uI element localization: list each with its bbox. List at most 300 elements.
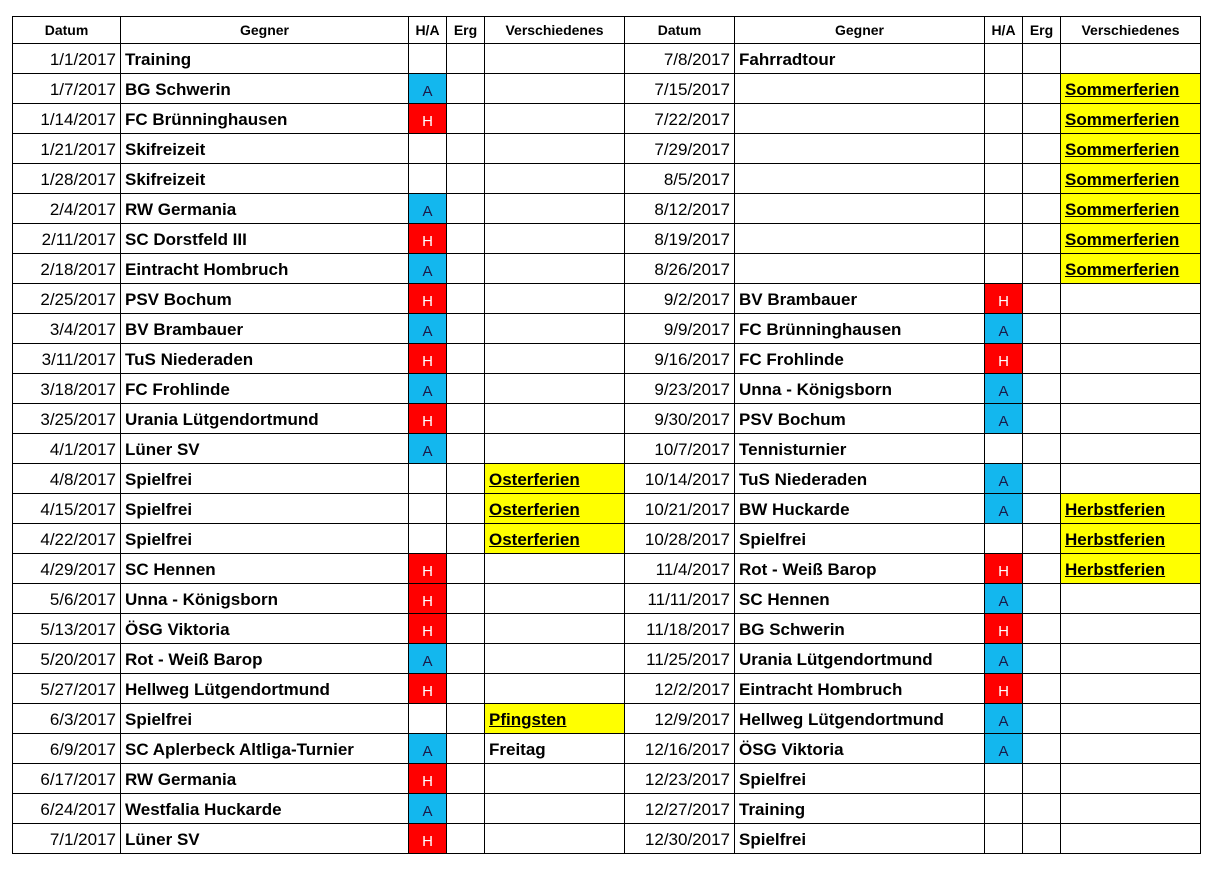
home-away-cell: A [985,704,1023,734]
opponent-cell: Spielfrei [121,704,409,734]
opponent-cell [735,224,985,254]
opponent-cell: Hellweg Lütgendortmund [121,674,409,704]
misc-cell [1061,434,1201,464]
result-cell [1023,344,1061,374]
date-cell: 10/7/2017 [625,434,735,464]
date-cell: 4/15/2017 [13,494,121,524]
result-cell [447,614,485,644]
table-row [13,254,1201,284]
date-cell: 8/5/2017 [625,164,735,194]
opponent-cell: Spielfrei [735,524,985,554]
opponent-cell: TuS Niederaden [735,464,985,494]
result-cell [447,344,485,374]
opponent-cell: Lüner SV [121,824,409,854]
result-cell [447,374,485,404]
home-away-cell: A [409,434,447,464]
table-row [13,524,1201,554]
result-cell [447,134,485,164]
table-row [13,614,1201,644]
misc-cell [485,224,625,254]
result-cell [447,104,485,134]
date-cell: 3/11/2017 [13,344,121,374]
result-cell [447,194,485,224]
opponent-cell: FC Frohlinde [735,344,985,374]
home-away-cell: H [985,674,1023,704]
home-away-cell: H [409,584,447,614]
misc-cell: Osterferien [485,524,625,554]
misc-cell [1061,464,1201,494]
table-row [13,104,1201,134]
result-cell [1023,644,1061,674]
misc-cell [485,764,625,794]
opponent-cell: Training [735,794,985,824]
misc-cell: Sommerferien [1061,74,1201,104]
result-cell [447,674,485,704]
table-row [13,554,1201,584]
home-away-cell [985,104,1023,134]
result-cell [447,494,485,524]
misc-cell: Sommerferien [1061,194,1201,224]
misc-cell: Sommerferien [1061,134,1201,164]
home-away-cell [985,74,1023,104]
opponent-cell: SC Hennen [735,584,985,614]
table-row [13,494,1201,524]
result-cell [447,554,485,584]
opponent-cell [735,134,985,164]
table-row [13,464,1201,494]
header-date: Datum [13,17,121,44]
home-away-cell [985,824,1023,854]
misc-cell [485,674,625,704]
table-row [13,374,1201,404]
opponent-cell: PSV Bochum [735,404,985,434]
date-cell: 8/26/2017 [625,254,735,284]
misc-cell: Sommerferien [1061,104,1201,134]
home-away-cell [409,164,447,194]
misc-cell [1061,614,1201,644]
misc-cell [1061,704,1201,734]
opponent-cell: Westfalia Huckarde [121,794,409,824]
home-away-cell: A [985,374,1023,404]
home-away-cell: H [409,104,447,134]
opponent-cell: PSV Bochum [121,284,409,314]
home-away-cell [409,464,447,494]
result-cell [447,464,485,494]
misc-cell [1061,284,1201,314]
result-cell [1023,224,1061,254]
misc-cell [1061,584,1201,614]
misc-cell [485,344,625,374]
home-away-cell [409,494,447,524]
result-cell [447,764,485,794]
date-cell: 7/1/2017 [13,824,121,854]
table-row [13,134,1201,164]
opponent-cell [735,194,985,224]
date-cell: 7/15/2017 [625,74,735,104]
table-row [13,434,1201,464]
opponent-cell [735,104,985,134]
date-cell: 1/7/2017 [13,74,121,104]
date-cell: 8/19/2017 [625,224,735,254]
date-cell: 1/1/2017 [13,44,121,74]
date-cell: 10/14/2017 [625,464,735,494]
home-away-cell [409,704,447,734]
misc-cell [485,404,625,434]
home-away-cell [985,164,1023,194]
date-cell: 2/25/2017 [13,284,121,314]
result-cell [447,704,485,734]
misc-cell [1061,764,1201,794]
date-cell: 4/22/2017 [13,524,121,554]
header-result: Erg [447,17,485,44]
home-away-cell: A [409,194,447,224]
home-away-cell [985,764,1023,794]
date-cell: 3/18/2017 [13,374,121,404]
result-cell [1023,164,1061,194]
table-row [13,704,1201,734]
home-away-cell: A [985,314,1023,344]
date-cell: 2/4/2017 [13,194,121,224]
opponent-cell: Eintracht Hombruch [121,254,409,284]
opponent-cell: RW Germania [121,764,409,794]
misc-cell: Herbstferien [1061,494,1201,524]
home-away-cell: H [409,344,447,374]
result-cell [1023,704,1061,734]
home-away-cell [985,434,1023,464]
result-cell [1023,674,1061,704]
misc-cell [485,584,625,614]
opponent-cell: Rot - Weiß Barop [735,554,985,584]
date-cell: 3/25/2017 [13,404,121,434]
date-cell: 10/21/2017 [625,494,735,524]
misc-cell [485,164,625,194]
opponent-cell: Spielfrei [735,824,985,854]
home-away-cell: H [409,764,447,794]
misc-cell [485,614,625,644]
result-cell [1023,464,1061,494]
result-cell [1023,434,1061,464]
misc-cell [1061,374,1201,404]
header-opponent: Gegner [735,17,985,44]
misc-cell: Freitag [485,734,625,764]
table-row [13,584,1201,614]
home-away-cell: H [409,674,447,704]
opponent-cell: FC Brünninghausen [735,314,985,344]
date-cell: 4/1/2017 [13,434,121,464]
misc-cell [485,134,625,164]
result-cell [447,434,485,464]
date-cell: 2/11/2017 [13,224,121,254]
opponent-cell: Rot - Weiß Barop [121,644,409,674]
table-row [13,284,1201,314]
result-cell [1023,494,1061,524]
misc-cell [1061,344,1201,374]
date-cell: 11/11/2017 [625,584,735,614]
date-cell: 5/13/2017 [13,614,121,644]
date-cell: 1/14/2017 [13,104,121,134]
home-away-cell: A [985,404,1023,434]
table-row [13,224,1201,254]
result-cell [447,644,485,674]
date-cell: 6/9/2017 [13,734,121,764]
result-cell [1023,584,1061,614]
date-cell: 6/24/2017 [13,794,121,824]
table-row [13,794,1201,824]
result-cell [447,164,485,194]
result-cell [1023,194,1061,224]
result-cell [1023,74,1061,104]
misc-cell [485,104,625,134]
header-misc: Verschiedenes [1061,17,1201,44]
opponent-cell: SC Aplerbeck Altliga-Turnier [121,734,409,764]
result-cell [1023,284,1061,314]
home-away-cell: H [409,824,447,854]
table-row [13,194,1201,224]
home-away-cell: H [985,614,1023,644]
opponent-cell: Unna - Königsborn [121,584,409,614]
home-away-cell: A [409,74,447,104]
opponent-cell: Spielfrei [121,464,409,494]
date-cell: 12/23/2017 [625,764,735,794]
result-cell [447,524,485,554]
date-cell: 12/30/2017 [625,824,735,854]
home-away-cell [985,194,1023,224]
date-cell: 11/25/2017 [625,644,735,674]
result-cell [447,824,485,854]
header-result: Erg [1023,17,1061,44]
result-cell [1023,524,1061,554]
home-away-cell [409,134,447,164]
misc-cell [485,824,625,854]
result-cell [447,314,485,344]
result-cell [447,404,485,434]
home-away-cell: A [985,584,1023,614]
home-away-cell: H [409,284,447,314]
result-cell [1023,554,1061,584]
result-cell [1023,734,1061,764]
opponent-cell: ÖSG Viktoria [121,614,409,644]
date-cell: 3/4/2017 [13,314,121,344]
header-opponent: Gegner [121,17,409,44]
misc-cell [485,314,625,344]
opponent-cell: Unna - Königsborn [735,374,985,404]
home-away-cell: H [409,224,447,254]
result-cell [1023,404,1061,434]
home-away-cell [985,254,1023,284]
opponent-cell: RW Germania [121,194,409,224]
date-cell: 12/16/2017 [625,734,735,764]
date-cell: 2/18/2017 [13,254,121,284]
misc-cell: Osterferien [485,494,625,524]
result-cell [447,44,485,74]
date-cell: 5/20/2017 [13,644,121,674]
opponent-cell [735,74,985,104]
misc-cell [485,194,625,224]
home-away-cell [409,44,447,74]
date-cell: 5/27/2017 [13,674,121,704]
misc-cell: Sommerferien [1061,254,1201,284]
result-cell [1023,104,1061,134]
date-cell: 6/17/2017 [13,764,121,794]
opponent-cell: SC Hennen [121,554,409,584]
date-cell: 12/27/2017 [625,794,735,824]
home-away-cell: H [985,284,1023,314]
date-cell: 7/22/2017 [625,104,735,134]
schedule-body [13,44,1201,854]
date-cell: 4/8/2017 [13,464,121,494]
header-home-away: H/A [985,17,1023,44]
result-cell [447,734,485,764]
home-away-cell: A [985,644,1023,674]
misc-cell [485,74,625,104]
misc-cell: Pfingsten [485,704,625,734]
result-cell [1023,44,1061,74]
misc-cell [485,284,625,314]
opponent-cell [735,164,985,194]
home-away-cell: H [409,554,447,584]
header-misc: Verschiedenes [485,17,625,44]
misc-cell [485,374,625,404]
misc-cell [1061,824,1201,854]
header-date: Datum [625,17,735,44]
home-away-cell: A [409,254,447,284]
home-away-cell: A [985,734,1023,764]
table-row [13,644,1201,674]
misc-cell [485,254,625,284]
result-cell [447,254,485,284]
opponent-cell: Skifreizeit [121,164,409,194]
table-row [13,734,1201,764]
date-cell: 5/6/2017 [13,584,121,614]
opponent-cell: BV Brambauer [121,314,409,344]
date-cell: 1/28/2017 [13,164,121,194]
home-away-cell: H [985,344,1023,374]
opponent-cell: BW Huckarde [735,494,985,524]
misc-cell [485,434,625,464]
table-row [13,164,1201,194]
table-row [13,824,1201,854]
table-row [13,764,1201,794]
misc-cell [1061,44,1201,74]
home-away-cell: A [985,464,1023,494]
opponent-cell: Eintracht Hombruch [735,674,985,704]
header-row [13,17,1201,44]
result-cell [1023,764,1061,794]
table-row [13,344,1201,374]
result-cell [1023,314,1061,344]
opponent-cell: TuS Niederaden [121,344,409,374]
misc-cell [1061,644,1201,674]
date-cell: 9/2/2017 [625,284,735,314]
misc-cell [485,644,625,674]
home-away-cell: A [409,794,447,824]
result-cell [1023,794,1061,824]
misc-cell: Herbstferien [1061,554,1201,584]
date-cell: 8/12/2017 [625,194,735,224]
opponent-cell: Training [121,44,409,74]
table-row [13,674,1201,704]
misc-cell [485,794,625,824]
home-away-cell [985,524,1023,554]
table-row [13,404,1201,434]
misc-cell [1061,794,1201,824]
home-away-cell: H [409,404,447,434]
misc-cell [1061,674,1201,704]
opponent-cell: Skifreizeit [121,134,409,164]
opponent-cell: SC Dorstfeld III [121,224,409,254]
home-away-cell: A [409,734,447,764]
home-away-cell [985,794,1023,824]
table-row [13,44,1201,74]
result-cell [1023,374,1061,404]
misc-cell [485,554,625,584]
opponent-cell: Spielfrei [735,764,985,794]
misc-cell: Herbstferien [1061,524,1201,554]
date-cell: 4/29/2017 [13,554,121,584]
home-away-cell: A [985,494,1023,524]
date-cell: 7/29/2017 [625,134,735,164]
misc-cell [1061,314,1201,344]
opponent-cell: Spielfrei [121,494,409,524]
table-row [13,314,1201,344]
result-cell [1023,134,1061,164]
result-cell [1023,254,1061,284]
home-away-cell [409,524,447,554]
opponent-cell: BV Brambauer [735,284,985,314]
opponent-cell: BG Schwerin [735,614,985,644]
header-home-away: H/A [409,17,447,44]
opponent-cell: ÖSG Viktoria [735,734,985,764]
opponent-cell: Urania Lütgendortmund [121,404,409,434]
home-away-cell: H [409,614,447,644]
date-cell: 11/4/2017 [625,554,735,584]
result-cell [447,284,485,314]
misc-cell [1061,404,1201,434]
misc-cell: Sommerferien [1061,224,1201,254]
misc-cell [1061,734,1201,764]
misc-cell: Sommerferien [1061,164,1201,194]
date-cell: 11/18/2017 [625,614,735,644]
opponent-cell: Fahrradtour [735,44,985,74]
date-cell: 12/9/2017 [625,704,735,734]
date-cell: 12/2/2017 [625,674,735,704]
table-row [13,74,1201,104]
date-cell: 9/23/2017 [625,374,735,404]
opponent-cell: Urania Lütgendortmund [735,644,985,674]
opponent-cell [735,254,985,284]
result-cell [447,74,485,104]
date-cell: 9/16/2017 [625,344,735,374]
opponent-cell: Hellweg Lütgendortmund [735,704,985,734]
opponent-cell: Lüner SV [121,434,409,464]
home-away-cell: A [409,644,447,674]
home-away-cell [985,134,1023,164]
opponent-cell: Tennisturnier [735,434,985,464]
result-cell [447,794,485,824]
opponent-cell: Spielfrei [121,524,409,554]
result-cell [1023,614,1061,644]
misc-cell [485,44,625,74]
date-cell: 7/8/2017 [625,44,735,74]
date-cell: 10/28/2017 [625,524,735,554]
home-away-cell [985,44,1023,74]
date-cell: 6/3/2017 [13,704,121,734]
opponent-cell: FC Brünninghausen [121,104,409,134]
date-cell: 9/9/2017 [625,314,735,344]
home-away-cell: A [409,374,447,404]
opponent-cell: FC Frohlinde [121,374,409,404]
result-cell [1023,824,1061,854]
